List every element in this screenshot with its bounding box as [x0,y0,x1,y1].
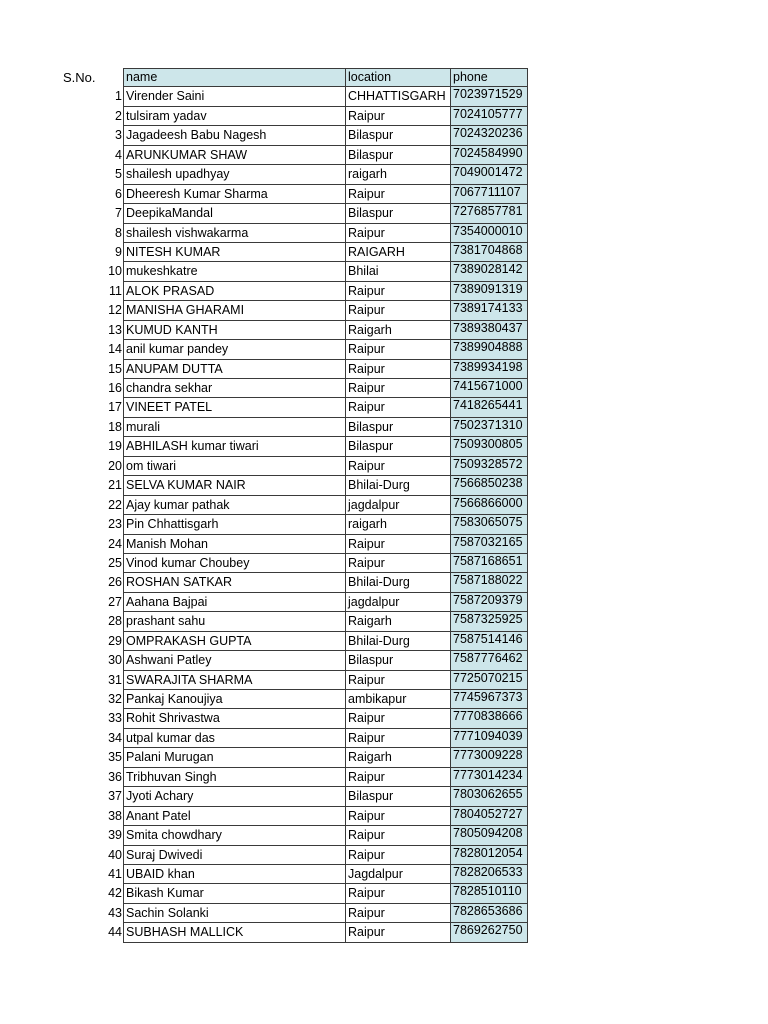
table-row [0,165,768,184]
row-number: 5 [115,167,122,182]
row-number: 24 [108,536,122,551]
cell-name[interactable]: Smita chowdhary [123,826,346,845]
table-row [0,437,768,456]
table-row [0,340,768,359]
cell-phone[interactable]: 7389380437 [451,321,528,340]
cell-location[interactable]: Bilaspur [346,787,451,806]
cell-location[interactable]: RAIGARH [346,243,451,262]
cell-name[interactable]: Dheeresh Kumar Sharma [123,185,346,204]
table-row [0,360,768,379]
table-row [0,748,768,767]
cell-phone[interactable]: 7389934198 [451,360,528,379]
cell-location[interactable]: raigarh [346,515,451,534]
row-number: 21 [108,478,122,493]
cell-phone[interactable]: 7509300805 [451,437,528,456]
cell-phone[interactable]: 7745967373 [451,690,528,709]
table-row [0,204,768,223]
cell-phone[interactable]: 7389174133 [451,301,528,320]
cell-location[interactable]: Raipur [346,379,451,398]
cell-location[interactable]: Raipur [346,671,451,690]
cell-location[interactable]: Raipur [346,768,451,787]
cell-location[interactable]: Jagdalpur [346,865,451,884]
cell-name[interactable]: Rohit Shrivastwa [123,709,346,728]
row-number: 10 [108,264,122,279]
table-row [0,243,768,262]
cell-location[interactable]: Bhilai-Durg [346,476,451,495]
row-number: 22 [108,497,122,512]
cell-phone[interactable]: 7828653686 [451,904,528,923]
cell-phone[interactable]: 7067711107 [451,185,528,204]
row-number: 42 [108,886,122,901]
cell-location[interactable]: Bilaspur [346,146,451,165]
cell-phone[interactable]: 7770838666 [451,709,528,728]
table-row [0,476,768,495]
cell-name[interactable]: ALOK PRASAD [123,282,346,301]
table-row [0,262,768,281]
table-row [0,651,768,670]
cell-location[interactable]: CHHATTISGARH [346,87,451,106]
cell-phone[interactable]: 7587325925 [451,612,528,631]
row-number: 6 [115,186,122,201]
table-row [0,690,768,709]
table-row [0,846,768,865]
cell-name[interactable]: om tiwari [123,457,346,476]
cell-name[interactable]: Virender Saini [123,87,346,106]
table-row [0,807,768,826]
cell-phone[interactable]: 7276857781 [451,204,528,223]
cell-phone[interactable]: 7566866000 [451,496,528,515]
row-number: 13 [108,322,122,337]
row-number: 35 [108,750,122,765]
cell-phone[interactable]: 7805094208 [451,826,528,845]
row-number: 1 [115,89,122,104]
cell-name[interactable]: prashant sahu [123,612,346,631]
row-number: 31 [108,672,122,687]
row-number: 20 [108,458,122,473]
cell-name[interactable]: Tribhuvan Singh [123,768,346,787]
cell-phone[interactable]: 7418265441 [451,398,528,417]
cell-location[interactable]: Raigarh [346,321,451,340]
cell-name[interactable]: murali [123,418,346,437]
contacts-table [0,68,768,943]
cell-location[interactable]: Raipur [346,846,451,865]
cell-location[interactable]: Raipur [346,535,451,554]
cell-name[interactable]: MANISHA GHARAMI [123,301,346,320]
cell-location[interactable]: Raipur [346,884,451,903]
cell-location[interactable]: Raigarh [346,748,451,767]
cell-name[interactable]: ARUNKUMAR SHAW [123,146,346,165]
cell-name[interactable]: UBAID khan [123,865,346,884]
cell-location[interactable]: Raipur [346,398,451,417]
cell-location[interactable]: Raipur [346,457,451,476]
table-row [0,904,768,923]
cell-phone[interactable]: 7804052727 [451,807,528,826]
table-row [0,923,768,942]
cell-name[interactable]: Pankaj Kanoujiya [123,690,346,709]
table-header-row [0,68,768,87]
cell-phone[interactable]: 7587168651 [451,554,528,573]
table-body [0,87,768,942]
row-number: 32 [108,692,122,706]
cell-name[interactable]: Suraj Dwivedi [123,846,346,865]
row-number: 38 [108,808,122,823]
cell-location[interactable]: Raipur [346,360,451,379]
cell-location[interactable]: ambikapur [346,690,451,709]
table-row [0,146,768,165]
table-row [0,126,768,145]
cell-name[interactable]: Vinod kumar Choubey [123,554,346,573]
table-row [0,398,768,417]
row-number: 4 [115,147,122,162]
cell-phone[interactable]: 7023971529 [451,87,528,106]
cell-name[interactable]: Manish Mohan [123,535,346,554]
cell-phone[interactable]: 7354000010 [451,224,528,243]
table-row [0,632,768,651]
cell-phone[interactable]: 7828012054 [451,846,528,865]
table-row [0,496,768,515]
row-number: 16 [108,381,122,395]
row-number: 41 [108,866,122,881]
row-number: 11 [109,283,122,298]
cell-location[interactable]: Raipur [346,185,451,204]
table-row [0,515,768,534]
cell-phone[interactable]: 7828206533 [451,865,528,884]
cell-location[interactable]: Raipur [346,709,451,728]
table-row [0,865,768,884]
cell-name[interactable]: ROSHAN SATKAR [123,573,346,592]
row-number: 43 [108,905,122,920]
cell-phone[interactable]: 7024105777 [451,107,528,126]
row-number: 9 [115,244,122,259]
cell-location[interactable]: Raipur [346,282,451,301]
cell-name[interactable]: DeepikaMandal [123,204,346,223]
cell-phone[interactable]: 7583065075 [451,515,528,534]
row-number: 2 [115,108,122,123]
cell-location[interactable]: Raipur [346,826,451,845]
cell-phone[interactable]: 7587209379 [451,593,528,612]
cell-phone[interactable]: 7773014234 [451,768,528,787]
row-number: 14 [108,342,122,357]
row-number: 28 [108,614,122,629]
cell-phone[interactable]: 7587032165 [451,535,528,554]
cell-name[interactable]: Jyoti Achary [123,787,346,806]
cell-location[interactable]: Bhilai [346,262,451,281]
cell-location[interactable]: Bhilai-Durg [346,632,451,651]
cell-phone[interactable]: 7415671000 [451,379,528,398]
cell-location[interactable]: Bilaspur [346,437,451,456]
row-number: 29 [108,633,122,648]
cell-name[interactable]: Sachin Solanki [123,904,346,923]
row-number: 23 [108,517,122,532]
cell-phone[interactable]: 7587514146 [451,632,528,651]
cell-name[interactable]: Anant Patel [123,807,346,826]
cell-location[interactable]: Raipur [346,301,451,320]
cell-location[interactable]: Bilaspur [346,418,451,437]
cell-name[interactable]: KUMUD KANTH [123,321,346,340]
cell-name[interactable]: SWARAJITA SHARMA [123,671,346,690]
cell-location[interactable]: Raipur [346,923,451,942]
header-phone[interactable]: phone [451,68,528,87]
cell-name[interactable]: chandra sekhar [123,379,346,398]
cell-name[interactable]: shailesh upadhyay [123,165,346,184]
cell-name[interactable]: SUBHASH MALLICK [123,923,346,942]
table-row [0,729,768,748]
cell-name[interactable]: Jagadeesh Babu Nagesh [123,126,346,145]
cell-phone[interactable]: 7389028142 [451,262,528,281]
cell-location[interactable]: jagdalpur [346,593,451,612]
table-row [0,593,768,612]
cell-phone[interactable]: 7725070215 [451,671,528,690]
table-row [0,787,768,806]
cell-phone[interactable]: 7024584990 [451,146,528,165]
table-row [0,185,768,204]
row-number: 8 [115,225,122,240]
cell-name[interactable]: anil kumar pandey [123,340,346,359]
table-row [0,301,768,320]
cell-phone[interactable]: 7587776462 [451,651,528,670]
cell-phone[interactable]: 7566850238 [451,476,528,495]
cell-phone[interactable]: 7828510110 [451,884,528,903]
table-row [0,87,768,106]
cell-location[interactable]: Bhilai-Durg [346,573,451,592]
cell-location[interactable]: Raigarh [346,612,451,631]
table-row [0,884,768,903]
cell-name[interactable]: utpal kumar das [123,729,346,748]
row-number: 25 [108,555,122,570]
cell-name[interactable]: tulsiram yadav [123,107,346,126]
header-name[interactable]: name [123,68,346,87]
cell-phone[interactable]: 7381704868 [451,243,528,262]
cell-phone[interactable]: 7024320236 [451,126,528,145]
table-row [0,535,768,554]
row-number: 44 [108,925,122,940]
row-number: 37 [108,789,122,804]
cell-location[interactable]: Bilaspur [346,204,451,223]
row-number: 36 [108,769,122,784]
row-number: 39 [108,828,122,843]
cell-location[interactable]: Raipur [346,107,451,126]
cell-name[interactable]: VINEET PATEL [123,398,346,417]
row-number: 7 [115,206,122,221]
cell-phone[interactable]: 7502371310 [451,418,528,437]
cell-name[interactable]: Palani Murugan [123,748,346,767]
cell-location[interactable]: Raipur [346,807,451,826]
row-number: 17 [108,400,122,415]
cell-name[interactable]: NITESH KUMAR [123,243,346,262]
cell-name[interactable]: Bikash Kumar [123,884,346,903]
row-number: 33 [108,711,122,726]
cell-location[interactable]: raigarh [346,165,451,184]
cell-phone[interactable]: 7803062655 [451,787,528,806]
cell-phone[interactable]: 7389091319 [451,282,528,301]
cell-phone[interactable]: 7771094039 [451,729,528,748]
cell-phone[interactable]: 7389904888 [451,340,528,359]
cell-phone[interactable]: 7049001472 [451,165,528,184]
table-row [0,768,768,787]
table-row [0,321,768,340]
cell-name[interactable]: SELVA KUMAR NAIR [123,476,346,495]
row-number: 40 [108,847,122,862]
cell-name[interactable]: ABHILASH kumar tiwari [123,437,346,456]
sno-column-header: S.No. [63,70,96,85]
cell-phone[interactable]: 7587188022 [451,573,528,592]
cell-name[interactable]: Ajay kumar pathak [123,496,346,515]
row-number: 15 [108,361,122,376]
cell-name[interactable]: shailesh vishwakarma [123,224,346,243]
row-number: 19 [108,439,122,454]
row-number: 12 [108,303,122,318]
cell-name[interactable]: ANUPAM DUTTA [123,360,346,379]
cell-location[interactable]: Raipur [346,904,451,923]
table-row [0,457,768,476]
cell-location[interactable]: jagdalpur [346,496,451,515]
cell-location[interactable]: Bilaspur [346,126,451,145]
row-number: 27 [108,594,122,609]
table-row [0,826,768,845]
table-row [0,107,768,126]
table-row [0,554,768,573]
row-number: 3 [115,128,122,143]
table-row [0,224,768,243]
cell-location[interactable]: Raipur [346,224,451,243]
table-row [0,573,768,592]
row-number: 18 [108,419,122,434]
table-row [0,282,768,301]
cell-location[interactable]: Raipur [346,340,451,359]
cell-phone[interactable]: 7509328572 [451,457,528,476]
row-number: 34 [108,730,122,745]
cell-location[interactable]: Bilaspur [346,651,451,670]
cell-name[interactable]: Ashwani Patley [123,651,346,670]
cell-location[interactable]: Raipur [346,554,451,573]
cell-name[interactable]: Pin Chhattisgarh [123,515,346,534]
table-row [0,612,768,631]
cell-name[interactable]: Aahana Bajpai [123,593,346,612]
table-row [0,418,768,437]
table-row [0,671,768,690]
row-number: 26 [108,575,122,590]
table-row [0,379,768,398]
cell-name[interactable]: OMPRAKASH GUPTA [123,632,346,651]
row-number: 30 [108,653,122,668]
cell-phone[interactable]: 7773009228 [451,748,528,767]
header-location[interactable]: location [346,68,451,87]
table-row [0,709,768,728]
cell-location[interactable]: Raipur [346,729,451,748]
cell-name[interactable]: mukeshkatre [123,262,346,281]
cell-phone[interactable]: 7869262750 [451,923,528,942]
